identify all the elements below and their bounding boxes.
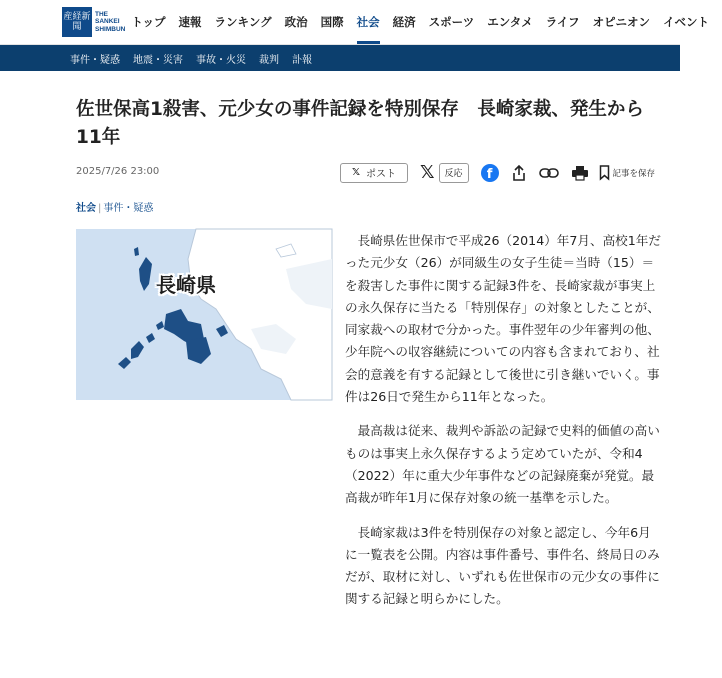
nav-item-life[interactable]: ライフ xyxy=(545,15,580,29)
top-header xyxy=(0,0,710,45)
nagasaki-map-graphic xyxy=(76,229,332,400)
article-date: 2025/7/26 23:00 xyxy=(76,166,160,177)
article-paragraph-2: 最高裁は従来、裁判や訴訟の記録で史料的価値の高いものは事実上永久保存するよう定めていたが、令和4（2022）年に重大少年事件などの記録廃棄が発覚。最高裁が昨年1月に保存対象の統一基準を示した。 xyxy=(345,423,660,506)
nav-item-economy[interactable]: 経済 xyxy=(392,15,416,29)
article-paragraph-1: 長崎県佐世保市で平成26（2014）年7月、高校1年だった元少女（26）が同級生の女子生徒＝当時（15）＝を殺害した事件に関する記録3件を、長崎家裁が事実上の永久保存に当たる「特別保存」の対象としたことが、同家裁への取材で分かった。事件翌年の少年審判の他、少年院への収容継続についての内容も含まれており、社会的意義を有する記録として後世に引き継いでいく。事件は26日で発生から11年となった。 xyxy=(345,233,661,405)
post-label: ポスト xyxy=(366,169,397,180)
logo-text xyxy=(95,11,125,34)
category-sub-link[interactable]: 事件・疑惑 xyxy=(103,203,154,214)
main-nav xyxy=(131,0,722,44)
logo-text-line-1: THE xyxy=(95,10,108,18)
nav-item-society[interactable]: 社会 xyxy=(357,0,380,44)
link-icon[interactable] xyxy=(539,167,559,179)
post-button[interactable] xyxy=(340,163,408,183)
x-icon: 𝕏 xyxy=(351,167,361,178)
nav-item-entertainment[interactable]: エンタメ xyxy=(487,15,533,29)
save-article-label: 記事を保存 xyxy=(612,168,656,179)
bookmark-icon xyxy=(599,165,610,180)
nav-item-politics[interactable]: 政治 xyxy=(284,15,308,29)
sankei-logo[interactable] xyxy=(62,7,125,37)
share-icon[interactable] xyxy=(511,164,527,182)
subnav-item-incidents[interactable]: 事件・疑惑 xyxy=(70,54,120,66)
facebook-icon[interactable]: f xyxy=(481,164,499,182)
category-separator: | xyxy=(98,203,102,214)
nav-item-ranking[interactable]: ランキング xyxy=(214,15,272,29)
sub-nav xyxy=(0,45,680,71)
subnav-item-trials[interactable]: 裁判 xyxy=(259,54,279,66)
share-bar xyxy=(340,162,655,183)
map-label: 長崎県 xyxy=(156,273,216,297)
subnav-item-disasters[interactable]: 地震・災害 xyxy=(133,54,183,66)
article-body xyxy=(345,230,663,623)
nav-item-world[interactable]: 国際 xyxy=(320,15,344,29)
nav-item-opinion[interactable]: オピニオン xyxy=(592,15,651,29)
article-paragraph-3: 長崎家裁は3件を特別保存の対象と認定し、今年6月に一覧表を公開。内容は事件番号、事件名、終局日のみだが、取材に対し、いずれも佐世保市の元少女の事件に関する記録と明らかにした。 xyxy=(345,524,660,607)
logo-mark: 産経新聞 xyxy=(62,7,92,37)
save-article-button[interactable] xyxy=(599,165,656,180)
print-icon[interactable] xyxy=(571,165,589,181)
nav-item-sports[interactable]: スポーツ xyxy=(428,15,475,29)
x-logo-icon[interactable]: 𝕏 xyxy=(420,162,435,183)
logo-text-line-2: SANKEI xyxy=(95,18,120,26)
subnav-item-obituaries[interactable]: 訃報 xyxy=(292,54,312,66)
nav-item-top[interactable]: トップ xyxy=(131,15,166,29)
article-category xyxy=(76,199,153,214)
article-title: 佐世保高1殺害、元少女の事件記録を特別保存 長崎家裁、発生から11年 xyxy=(76,99,644,148)
nav-item-events[interactable]: イベント xyxy=(663,15,710,29)
category-main-link[interactable]: 社会 xyxy=(76,203,96,214)
article-map-image xyxy=(76,229,332,400)
subnav-item-accidents[interactable]: 事故・火災 xyxy=(196,54,246,66)
react-button[interactable]: 反応 xyxy=(439,163,469,183)
logo-text-line-3: SHIMBUN xyxy=(95,25,126,33)
nav-item-breaking[interactable]: 速報 xyxy=(178,15,202,29)
